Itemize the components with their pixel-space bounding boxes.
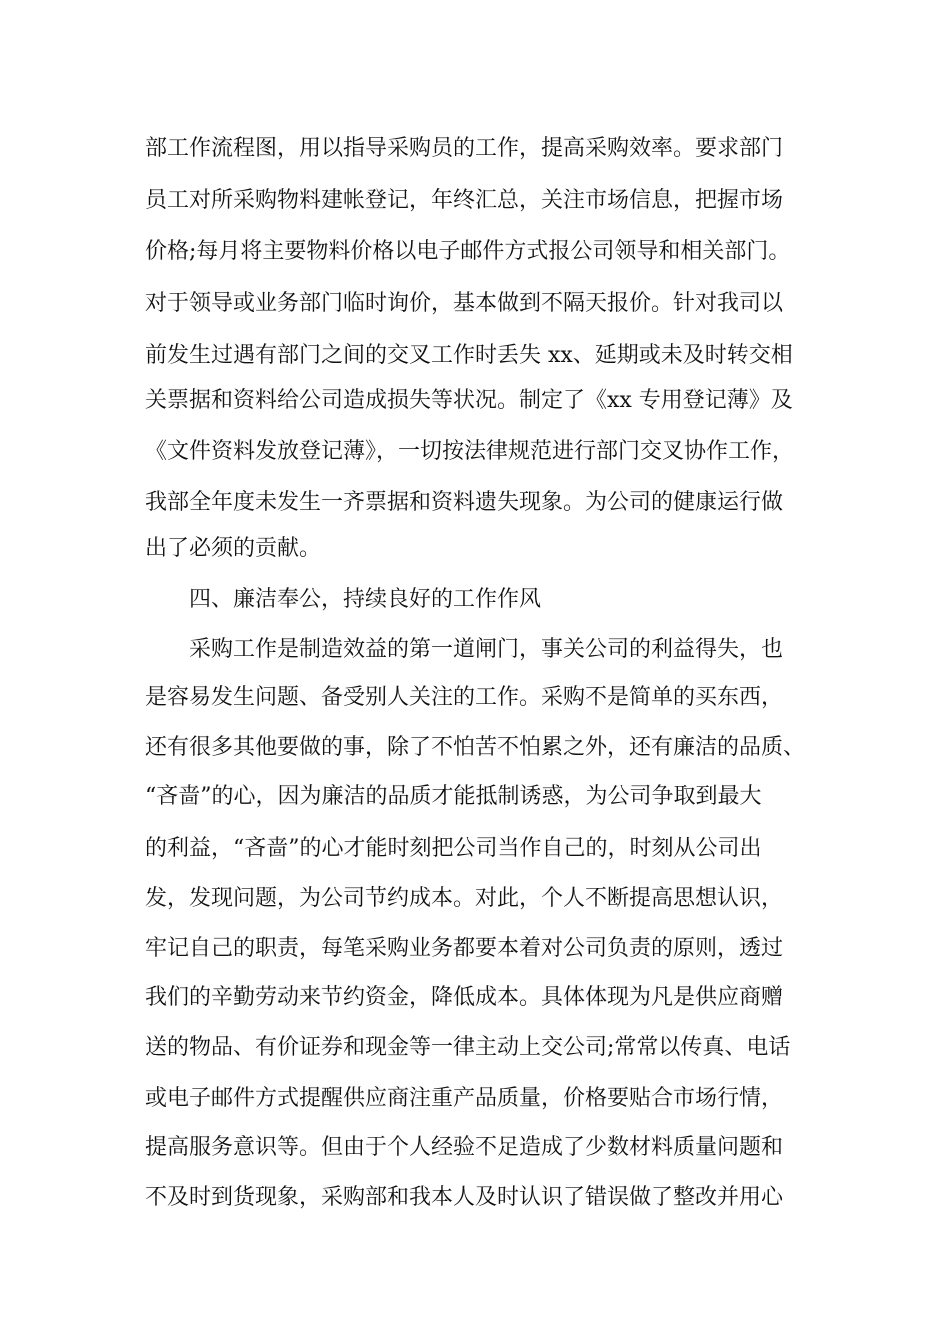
text-line: 发，发现问题，为公司节约成本。对此，个人不断提高思想认识， [145,886,784,911]
text-line: “吝啬”的心，因为廉洁的品质才能抵制诱惑，为公司争取到最大 [145,784,762,809]
text-line: 我部全年度未发生一齐票据和资料遗失现象。为公司的健康运行做 [145,490,784,515]
text-line: 出了必须的贡献。 [145,536,322,561]
text-line: 价格;每月将主要物料价格以电子邮件方式报公司领导和相关部门。 [145,239,791,264]
text-line: 送的物品、有价证券和现金等一律主动上交公司;常常以传真、电话 [145,1035,791,1060]
text-line: 《文件资料发放登记薄》，一切按法律规范进行部门交叉协作工作， [145,439,795,464]
text-line: 的利益，“吝啬”的心才能时刻把公司当作自己的，时刻从公司出 [145,836,762,861]
text-line: 不及时到货现象，采购部和我本人及时认识了错误做了整改并用心 [145,1185,784,1210]
text-line: 牢记自己的职责，每笔采购业务都要本着对公司负责的原则，透过 [145,936,784,961]
text-line: 提高服务意识等。但由于个人经验不足造成了少数材料质量问题和 [145,1135,784,1160]
text-line: 我们的辛勤劳动来节约资金，降低成本。具体体现为凡是供应商赠 [145,985,784,1010]
text-line: 前发生过遇有部门之间的交叉工作时丢失 xx、延期或未及时转交相 [145,343,793,368]
text-line: 对于领导或业务部门临时询价，基本做到不隔天报价。针对我司以 [145,291,784,316]
text-line: 关票据和资料给公司造成损失等状况。制定了《xx 专用登记薄》及 [145,388,793,413]
text-line: 员工对所采购物料建帐登记，年终汇总，关注市场信息，把握市场 [145,188,784,213]
text-line: 采购工作是制造效益的第一道闸门，事关公司的利益得失，也 [189,637,784,662]
text-line: 或电子邮件方式提醒供应商注重产品质量，价格要贴合市场行情， [145,1086,784,1111]
text-line: 是容易发生问题、备受别人关注的工作。采购不是简单的买东西， [145,685,784,710]
text-line: 还有很多其他要做的事，除了不怕苦不怕累之外，还有廉洁的品质、 [145,735,806,760]
text-line: 部工作流程图，用以指导采购员的工作，提高采购效率。要求部门 [145,136,784,161]
section-heading: 四、廉洁奉公，持续良好的工作作风 [189,587,542,612]
